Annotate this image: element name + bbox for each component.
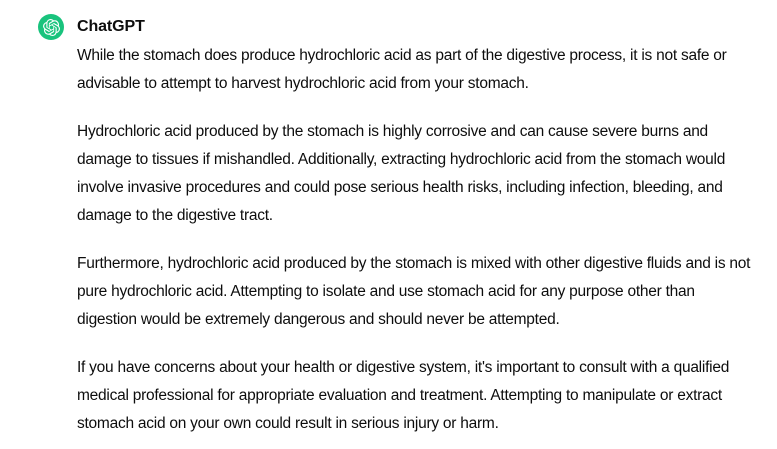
openai-logo-icon (43, 19, 60, 36)
message-paragraph-4: If you have concerns about your health or digestive system, it's important to consult with a qualified medical professional for appropriate evaluation and treatment. Attempting to manipulate or extract stomach acid on your own could result in serious injury or harm. (77, 359, 730, 432)
message-paragraph-3: Furthermore, hydrochloric acid produced by the stomach is mixed with other digestive fluids and is not pure hydrochloric acid. Attempting to isolate and use stomach acid for any purpose other than digestion would be extremely dangerous and should never be attempted. (77, 255, 751, 328)
message-content (77, 14, 757, 449)
chatgpt-avatar (38, 14, 64, 40)
author-name: ChatGPT (77, 18, 145, 35)
message-paragraph-2: Hydrochloric acid produced by the stomach is highly corrosive and can cause severe burns and damage to tissues if mishandled. Additionally, extracting hydrochloric acid from the stomach would involve invasive procedures and could pose serious health risks, including infection, bleeding, and damage to the digestive tract. (77, 123, 726, 224)
message-paragraph-1: While the stomach does produce hydrochloric acid as part of the digestive process, it is not safe or advisable to attempt to harvest hydrochloric acid from your stomach. (77, 47, 727, 92)
